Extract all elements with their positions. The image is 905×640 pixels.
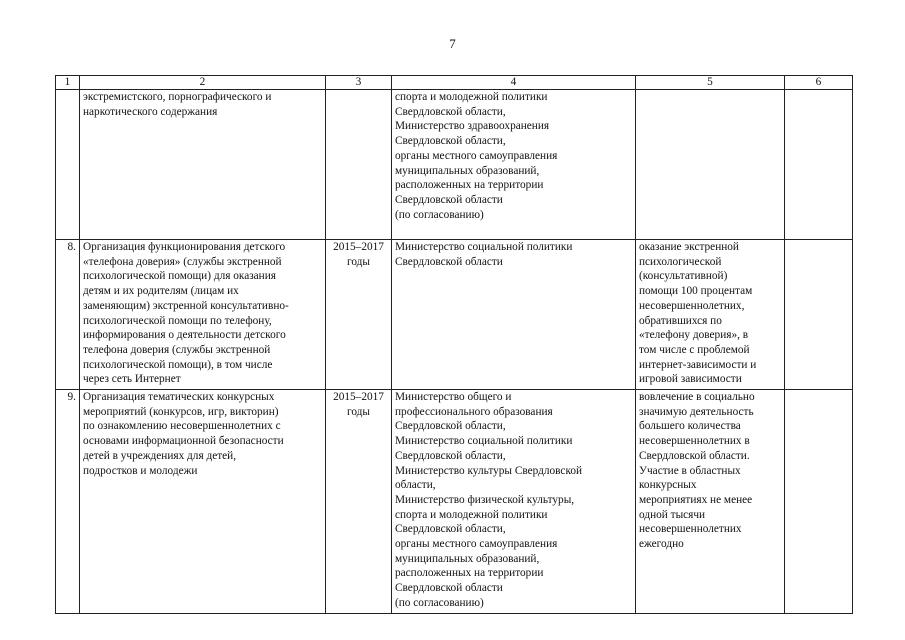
activity-cell: Организация тематических конкурсных мероприятий (конкурсов, игр, викторин) по ознакомлению несовершеннолетних с основами информационной безопасности детей в учреждениях для детей, подростков и молодежи [80,390,326,614]
row-number-cell [56,90,80,240]
row-number-cell: 8. [56,240,80,390]
note-cell [785,390,853,614]
measures-table [55,75,853,614]
table-row [56,240,853,390]
header-cell-col1: 1 [56,76,80,90]
note-cell [785,240,853,390]
table-row [56,90,853,240]
executors-cell: Министерство социальной политики Свердловской области [392,240,636,390]
executors-cell: спорта и молодежной политики Свердловской области, Министерство здравоохранения Свердловской области, органы местного самоуправления муниципальных образований, расположенных на территории Свердловской области (по согласованию) [392,90,636,240]
header-cell-col6: 6 [785,76,853,90]
table-header-row [56,76,853,90]
activity-cell: Организация функционирования детского «телефона доверия» (службы экстренной психологической помощи) для оказания детям и их родителям (лицам их заменяющим) экстренной консультативно- психологической помощи по телефону, информирования о деятельности детского телефона доверия (службы экстренной психологической помощи), в том числе через сеть Интернет [80,240,326,390]
row-number-cell: 9. [56,390,80,614]
years-cell: 2015–2017 годы [326,240,392,390]
result-cell: оказание экстренной психологической (консультативной) помощи 100 процентам несовершеннолетних, обратившихся по «телефону доверия», в том числе с проблемой интернет-зависимости и игровой зависимости [636,240,785,390]
executors-cell: Министерство общего и профессионального образования Свердловской области, Министерство социальной политики Свердловской области, Министерство культуры Свердловской области, Министерство физической культуры, спорта и молодежной политики Свердловской области, органы местного самоуправления муниципальных образований, расположенных на территории Свердловской области (по согласованию) [392,390,636,614]
table-row [56,390,853,614]
result-cell [636,90,785,240]
years-cell: 2015–2017 годы [326,390,392,614]
result-cell: вовлечение в социально значимую деятельность большего количества несовершеннолетних в Свердловской области. Участие в областных конкурсных мероприятиях не менее одной тысячи несовершеннолетних ежегодно [636,390,785,614]
header-cell-col2: 2 [80,76,326,90]
page-number: 7 [449,36,456,51]
years-cell [326,90,392,240]
note-cell [785,90,853,240]
header-cell-col3: 3 [326,76,392,90]
header-cell-col5: 5 [636,76,785,90]
activity-cell: экстремистского, порнографического и наркотического содержания [80,90,326,240]
header-cell-col4: 4 [392,76,636,90]
